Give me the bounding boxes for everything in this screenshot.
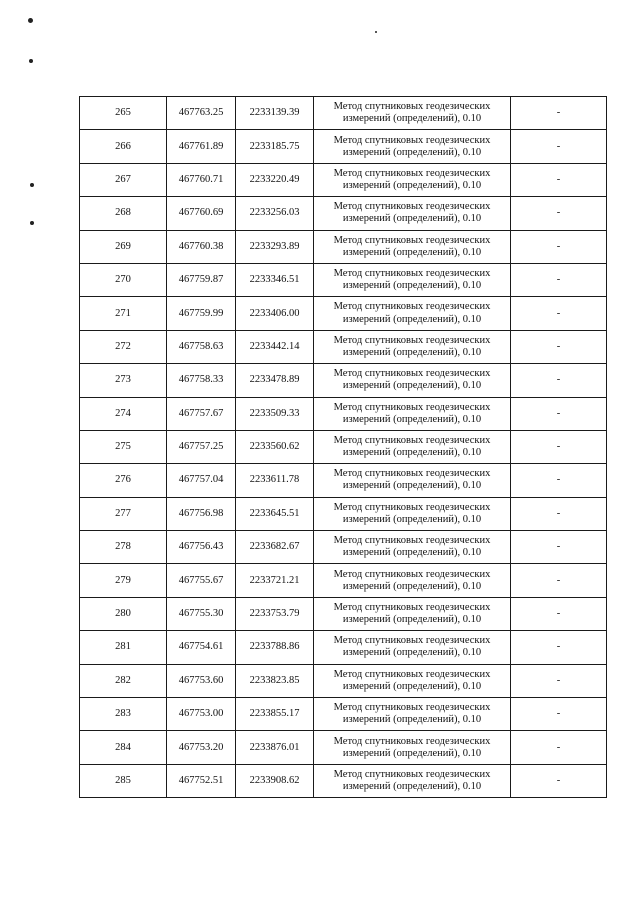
method-text-line2: измерений (определений), 0.10 — [342, 447, 482, 459]
point-number-cell: 280 — [80, 597, 167, 630]
method-cell — [314, 631, 511, 664]
table-row — [80, 631, 607, 664]
method-cell — [314, 664, 511, 697]
y-coordinate-cell: 2233908.62 — [236, 764, 314, 797]
note-cell: - — [511, 764, 607, 797]
method-cell — [314, 230, 511, 263]
y-coordinate-cell: 2233346.51 — [236, 263, 314, 296]
y-coordinate-cell: 2233185.75 — [236, 130, 314, 163]
method-cell — [314, 764, 511, 797]
method-text-line1: Метод спутниковых геодезических — [333, 601, 491, 613]
method-cell — [314, 197, 511, 230]
method-text-line1: Метод спутниковых геодезических — [333, 535, 491, 547]
x-coordinate-cell: 467757.67 — [167, 397, 236, 430]
method-text-line2: измерений (определений), 0.10 — [342, 213, 482, 225]
table-row — [80, 764, 607, 797]
table-row — [80, 464, 607, 497]
method-text-line2: измерений (определений), 0.10 — [342, 246, 482, 258]
note-cell: - — [511, 631, 607, 664]
method-cell — [314, 364, 511, 397]
table-row — [80, 664, 607, 697]
y-coordinate-cell: 2233855.17 — [236, 698, 314, 731]
y-coordinate-cell: 2233509.33 — [236, 397, 314, 430]
coordinates-table — [79, 96, 607, 798]
x-coordinate-cell: 467752.51 — [167, 764, 236, 797]
method-text-line1: Метод спутниковых геодезических — [333, 401, 491, 413]
y-coordinate-cell: 2233406.00 — [236, 297, 314, 330]
note-cell: - — [511, 364, 607, 397]
scan-speck — [29, 59, 33, 63]
method-cell — [314, 731, 511, 764]
method-cell — [314, 263, 511, 296]
method-text-line1: Метод спутниковых геодезических — [333, 234, 491, 246]
point-number-cell: 271 — [80, 297, 167, 330]
x-coordinate-cell: 467758.63 — [167, 330, 236, 363]
note-cell: - — [511, 698, 607, 731]
table-row — [80, 130, 607, 163]
point-number-cell: 269 — [80, 230, 167, 263]
method-text-line2: измерений (определений), 0.10 — [342, 714, 482, 726]
note-cell: - — [511, 531, 607, 564]
x-coordinate-cell: 467753.20 — [167, 731, 236, 764]
table-row — [80, 297, 607, 330]
method-text-line1: Метод спутниковых геодезических — [333, 334, 491, 346]
method-text-line1: Метод спутниковых геодезических — [333, 134, 491, 146]
method-text-line2: измерений (определений), 0.10 — [342, 113, 482, 125]
x-coordinate-cell: 467757.25 — [167, 430, 236, 463]
point-number-cell: 285 — [80, 764, 167, 797]
x-coordinate-cell: 467753.60 — [167, 664, 236, 697]
method-cell — [314, 297, 511, 330]
note-cell: - — [511, 330, 607, 363]
point-number-cell: 284 — [80, 731, 167, 764]
x-coordinate-cell: 467763.25 — [167, 97, 236, 130]
method-text-line2: измерений (определений), 0.10 — [342, 580, 482, 592]
note-cell: - — [511, 564, 607, 597]
method-cell — [314, 130, 511, 163]
point-number-cell: 283 — [80, 698, 167, 731]
method-cell — [314, 397, 511, 430]
table-row — [80, 364, 607, 397]
y-coordinate-cell: 2233293.89 — [236, 230, 314, 263]
y-coordinate-cell: 2233682.67 — [236, 531, 314, 564]
method-text-line2: измерений (определений), 0.10 — [342, 280, 482, 292]
table-row — [80, 230, 607, 263]
method-text-line1: Метод спутниковых геодезических — [333, 702, 491, 714]
point-number-cell: 277 — [80, 497, 167, 530]
note-cell: - — [511, 97, 607, 130]
method-text-line1: Метод спутниковых геодезических — [333, 167, 491, 179]
method-cell — [314, 531, 511, 564]
scan-speck — [28, 18, 33, 23]
y-coordinate-cell: 2233442.14 — [236, 330, 314, 363]
x-coordinate-cell: 467759.87 — [167, 263, 236, 296]
table-row — [80, 163, 607, 196]
table-row — [80, 330, 607, 363]
method-text-line1: Метод спутниковых геодезических — [333, 668, 491, 680]
table-row — [80, 731, 607, 764]
x-coordinate-cell: 467756.43 — [167, 531, 236, 564]
note-cell: - — [511, 230, 607, 263]
table-row — [80, 564, 607, 597]
y-coordinate-cell: 2233611.78 — [236, 464, 314, 497]
note-cell: - — [511, 731, 607, 764]
point-number-cell: 268 — [80, 197, 167, 230]
x-coordinate-cell: 467757.04 — [167, 464, 236, 497]
point-number-cell: 282 — [80, 664, 167, 697]
y-coordinate-cell: 2233788.86 — [236, 631, 314, 664]
method-text-line2: измерений (определений), 0.10 — [342, 680, 482, 692]
table-row — [80, 698, 607, 731]
method-text-line2: измерений (определений), 0.10 — [342, 614, 482, 626]
table-row — [80, 430, 607, 463]
point-number-cell: 281 — [80, 631, 167, 664]
method-text-line2: измерений (определений), 0.10 — [342, 346, 482, 358]
note-cell: - — [511, 430, 607, 463]
y-coordinate-cell: 2233645.51 — [236, 497, 314, 530]
method-text-line2: измерений (определений), 0.10 — [342, 380, 482, 392]
y-coordinate-cell: 2233823.85 — [236, 664, 314, 697]
point-number-cell: 274 — [80, 397, 167, 430]
point-number-cell: 272 — [80, 330, 167, 363]
method-cell — [314, 430, 511, 463]
note-cell: - — [511, 497, 607, 530]
table-row — [80, 531, 607, 564]
table-row — [80, 97, 607, 130]
method-text-line2: измерений (определений), 0.10 — [342, 547, 482, 559]
y-coordinate-cell: 2233478.89 — [236, 364, 314, 397]
note-cell: - — [511, 664, 607, 697]
method-text-line2: измерений (определений), 0.10 — [342, 480, 482, 492]
point-number-cell: 275 — [80, 430, 167, 463]
method-text-line1: Метод спутниковых геодезических — [333, 301, 491, 313]
x-coordinate-cell: 467755.67 — [167, 564, 236, 597]
note-cell: - — [511, 163, 607, 196]
scan-speck — [30, 183, 34, 187]
method-text-line1: Метод спутниковых геодезических — [333, 101, 491, 113]
point-number-cell: 266 — [80, 130, 167, 163]
y-coordinate-cell: 2233256.03 — [236, 197, 314, 230]
note-cell: - — [511, 464, 607, 497]
method-text-line2: измерений (определений), 0.10 — [342, 146, 482, 158]
x-coordinate-cell: 467753.00 — [167, 698, 236, 731]
scan-speck — [30, 221, 34, 225]
method-cell — [314, 163, 511, 196]
point-number-cell: 267 — [80, 163, 167, 196]
method-text-line1: Метод спутниковых геодезических — [333, 735, 491, 747]
y-coordinate-cell: 2233139.39 — [236, 97, 314, 130]
note-cell: - — [511, 130, 607, 163]
point-number-cell: 276 — [80, 464, 167, 497]
method-cell — [314, 330, 511, 363]
x-coordinate-cell: 467755.30 — [167, 597, 236, 630]
scan-speck — [375, 31, 377, 33]
note-cell: - — [511, 397, 607, 430]
x-coordinate-cell: 467761.89 — [167, 130, 236, 163]
method-text-line1: Метод спутниковых геодезических — [333, 435, 491, 447]
x-coordinate-cell: 467760.38 — [167, 230, 236, 263]
y-coordinate-cell: 2233876.01 — [236, 731, 314, 764]
method-text-line2: измерений (определений), 0.10 — [342, 513, 482, 525]
note-cell: - — [511, 263, 607, 296]
x-coordinate-cell: 467754.61 — [167, 631, 236, 664]
method-text-line2: измерений (определений), 0.10 — [342, 179, 482, 191]
point-number-cell: 279 — [80, 564, 167, 597]
method-text-line2: измерений (определений), 0.10 — [342, 313, 482, 325]
method-cell — [314, 564, 511, 597]
method-cell — [314, 464, 511, 497]
method-cell — [314, 597, 511, 630]
point-number-cell: 273 — [80, 364, 167, 397]
note-cell: - — [511, 597, 607, 630]
method-text-line2: измерений (определений), 0.10 — [342, 413, 482, 425]
y-coordinate-cell: 2233753.79 — [236, 597, 314, 630]
x-coordinate-cell: 467759.99 — [167, 297, 236, 330]
x-coordinate-cell: 467760.69 — [167, 197, 236, 230]
method-text-line1: Метод спутниковых геодезических — [333, 768, 491, 780]
table-row — [80, 497, 607, 530]
note-cell: - — [511, 297, 607, 330]
table-row — [80, 197, 607, 230]
method-text-line1: Метод спутниковых геодезических — [333, 201, 491, 213]
table-row — [80, 597, 607, 630]
method-text-line1: Метод спутниковых геодезических — [333, 501, 491, 513]
method-cell — [314, 698, 511, 731]
x-coordinate-cell: 467758.33 — [167, 364, 236, 397]
x-coordinate-cell: 467756.98 — [167, 497, 236, 530]
method-text-line1: Метод спутниковых геодезических — [333, 368, 491, 380]
method-text-line1: Метод спутниковых геодезических — [333, 268, 491, 280]
table-row — [80, 263, 607, 296]
y-coordinate-cell: 2233721.21 — [236, 564, 314, 597]
method-cell — [314, 97, 511, 130]
y-coordinate-cell: 2233220.49 — [236, 163, 314, 196]
point-number-cell: 278 — [80, 531, 167, 564]
method-text-line2: измерений (определений), 0.10 — [342, 647, 482, 659]
method-text-line1: Метод спутниковых геодезических — [333, 568, 491, 580]
method-text-line1: Метод спутниковых геодезических — [333, 635, 491, 647]
x-coordinate-cell: 467760.71 — [167, 163, 236, 196]
note-cell: - — [511, 197, 607, 230]
table-row — [80, 397, 607, 430]
y-coordinate-cell: 2233560.62 — [236, 430, 314, 463]
method-text-line1: Метод спутниковых геодезических — [333, 468, 491, 480]
method-text-line2: измерений (определений), 0.10 — [342, 781, 482, 792]
coordinates-table-body — [80, 97, 607, 798]
method-text-line2: измерений (определений), 0.10 — [342, 747, 482, 759]
point-number-cell: 270 — [80, 263, 167, 296]
method-cell — [314, 497, 511, 530]
point-number-cell: 265 — [80, 97, 167, 130]
